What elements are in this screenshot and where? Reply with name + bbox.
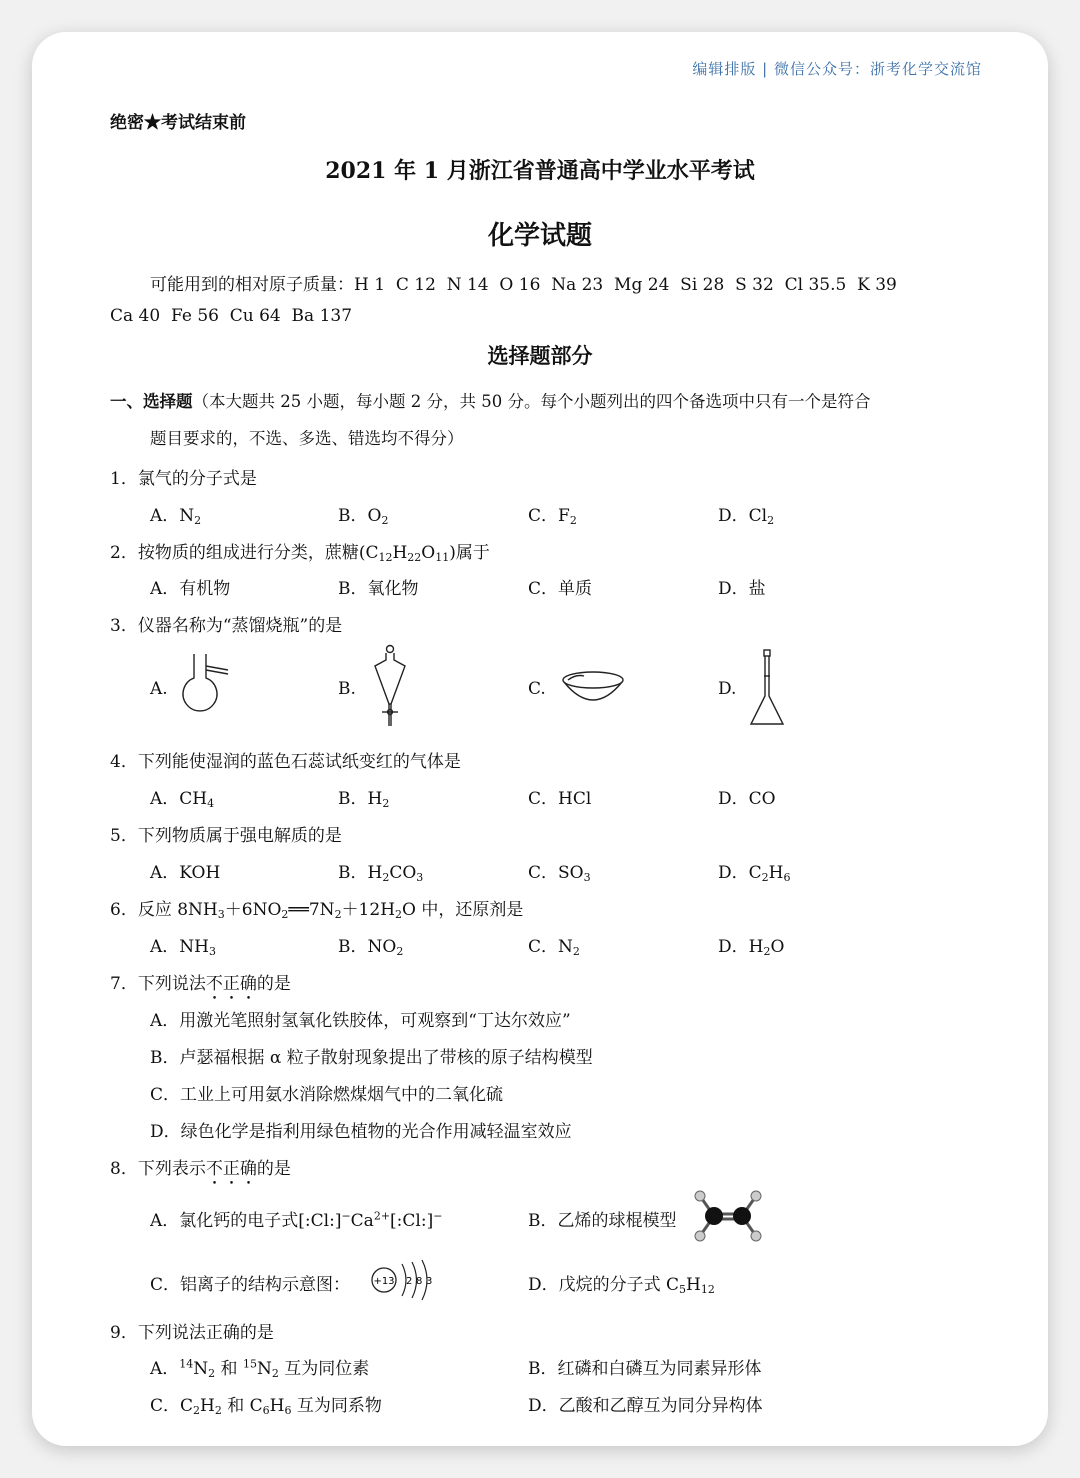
q2-option-c: C．单质 — [528, 579, 593, 599]
q4-option-a: A．$CH_4$ — [150, 789, 215, 810]
q6-option-d: D．$H_2O$ — [718, 937, 785, 958]
q7-option-b: B．卢瑟福根据 α 粒子散射现象提出了带核的原子结构模型 — [150, 1048, 593, 1068]
q3-stem: 3．仪器名称为“蒸馏烧瓶”的是 — [110, 616, 343, 636]
part-heading — [110, 388, 870, 412]
q9-stem: 9．下列说法正确的是 — [110, 1323, 274, 1343]
q7-stem: 7．下列说法不正确的是 — [110, 974, 291, 994]
evaporating-dish-icon — [562, 670, 626, 706]
q4-option-b: B．$H_2$ — [338, 789, 390, 810]
q8-option-a: A．氯化钙的电子式$[:Cl:]^-Ca^{2+}[:Cl:]^-$ — [150, 1209, 443, 1231]
q8-stem: 8．下列表示不正确的是 — [110, 1159, 291, 1179]
q2-stem: 2．按物质的组成进行分类，蔗糖$(C_{12}H_{22}O_{11})$属于 — [110, 543, 490, 564]
ethylene-model-icon — [692, 1188, 768, 1244]
atomic-masses-line2: Ca 40 Fe 56 Cu 64 Ba 137 — [110, 306, 353, 326]
volumetric-flask-icon — [746, 648, 790, 732]
cl-formula-2: [:Cl:] — [390, 1211, 434, 1231]
q6-stem: 6．反应 $8NH_3+6NO_2══7N_2+12H_2O$ 中，还原剂是 — [110, 900, 524, 921]
q4-option-c: C．HCl — [528, 789, 592, 809]
separatory-funnel-icon — [370, 644, 410, 734]
q1-option-c: C．$F_2$ — [528, 506, 577, 527]
q7-option-c: C．工业上可用氨水消除燃煤烟气中的二氧化硫 — [150, 1085, 504, 1105]
q2-option-a: A．有机物 — [150, 579, 231, 599]
q2-option-d: D．盐 — [718, 579, 766, 599]
atomic-masses-line1: 可能用到的相对原子质量：H 1 C 12 N 14 O 16 Na 23 Mg 24 Si 28 S 32 Cl 35.5 K 39 — [150, 275, 897, 295]
q5-option-a: A．KOH — [150, 863, 221, 883]
subject-title: 化学试题 — [487, 221, 592, 251]
q9-option-d: D．乙酸和乙醇互为同分异构体 — [528, 1396, 763, 1416]
q5-option-d: D．$C_2H_6$ — [718, 863, 791, 884]
q9-option-c: C．$C_2H_2$ 和 $C_6H_6$ 互为同系物 — [150, 1396, 382, 1417]
al-shell-3: 3 — [426, 1276, 433, 1287]
part-heading-desc2: 题目要求的，不选、多选、错选均不得分） — [150, 429, 464, 448]
cl-formula-1: [:Cl:] — [298, 1211, 342, 1231]
q6-option-c: C．$N_2$ — [528, 937, 580, 958]
q3-option-c: C. — [528, 679, 546, 699]
q5-option-b: B．$H_2CO_3$ — [338, 863, 424, 884]
q5-stem: 5．下列物质属于强电解质的是 — [110, 826, 342, 846]
q6-option-a: A．$NH_3$ — [150, 937, 216, 958]
q9-option-a: A．$^{14}N_2$ 和 $^{15}N_2$ 互为同位素 — [150, 1357, 370, 1380]
distillation-flask-icon — [178, 654, 238, 724]
q7-option-d: D．绿色化学是指利用绿色植物的光合作用减轻温室效应 — [150, 1122, 572, 1142]
part-heading-desc1: （本大题共 25 小题，每小题 2 分，共 50 分。每个小题列出的四个备选项中只有一个是符合 — [192, 392, 871, 411]
q9-option-b: B．红磷和白磷互为同素异形体 — [528, 1359, 762, 1379]
q2-option-b: B．氧化物 — [338, 579, 419, 599]
part-heading-label: 一、选择题 — [110, 392, 193, 411]
exam-title: 2021 年 1 月浙江省普通高中学业水平考试 — [325, 158, 755, 184]
exam-paper — [32, 32, 1048, 1446]
al-nucleus-label: +13 — [373, 1276, 395, 1287]
q8-option-b: B．乙烯的球棍模型 — [528, 1211, 677, 1231]
aluminum-ion-diagram-icon — [370, 1260, 440, 1304]
q3-option-a: A. — [150, 679, 168, 699]
q4-stem: 4．下列能使湿润的蓝色石蕊试纸变红的气体是 — [110, 752, 461, 772]
q7-option-a: A．用激光笔照射氢氧化铁胶体，可观察到“丁达尔效应” — [150, 1011, 571, 1031]
q6-option-b: B．$NO_2$ — [338, 937, 404, 958]
q1-stem: 1．氯气的分子式是 — [110, 469, 257, 489]
q1-option-a: A．$N_2$ — [150, 506, 202, 527]
q1-option-d: D．$Cl_2$ — [718, 506, 775, 527]
q5-option-c: C．$SO_3$ — [528, 863, 591, 884]
al-shell-1: 2 — [406, 1276, 413, 1287]
secret-label: 绝密★考试结束前 — [110, 113, 246, 133]
q4-option-d: D．CO — [718, 789, 776, 809]
q8-option-c: C．铝离子的结构示意图： — [150, 1275, 351, 1295]
q1-option-b: B．$O_2$ — [338, 506, 389, 527]
al-shell-2: 8 — [416, 1276, 423, 1287]
section-title: 选择题部分 — [487, 343, 593, 368]
q8-option-d: D．戊烷的分子式 $C_5H_{12}$ — [528, 1275, 715, 1296]
q3-option-b: B. — [338, 679, 356, 699]
header-note: 编辑排版 | 微信公众号：浙考化学交流馆 — [692, 60, 982, 78]
q3-option-d: D. — [718, 679, 737, 699]
